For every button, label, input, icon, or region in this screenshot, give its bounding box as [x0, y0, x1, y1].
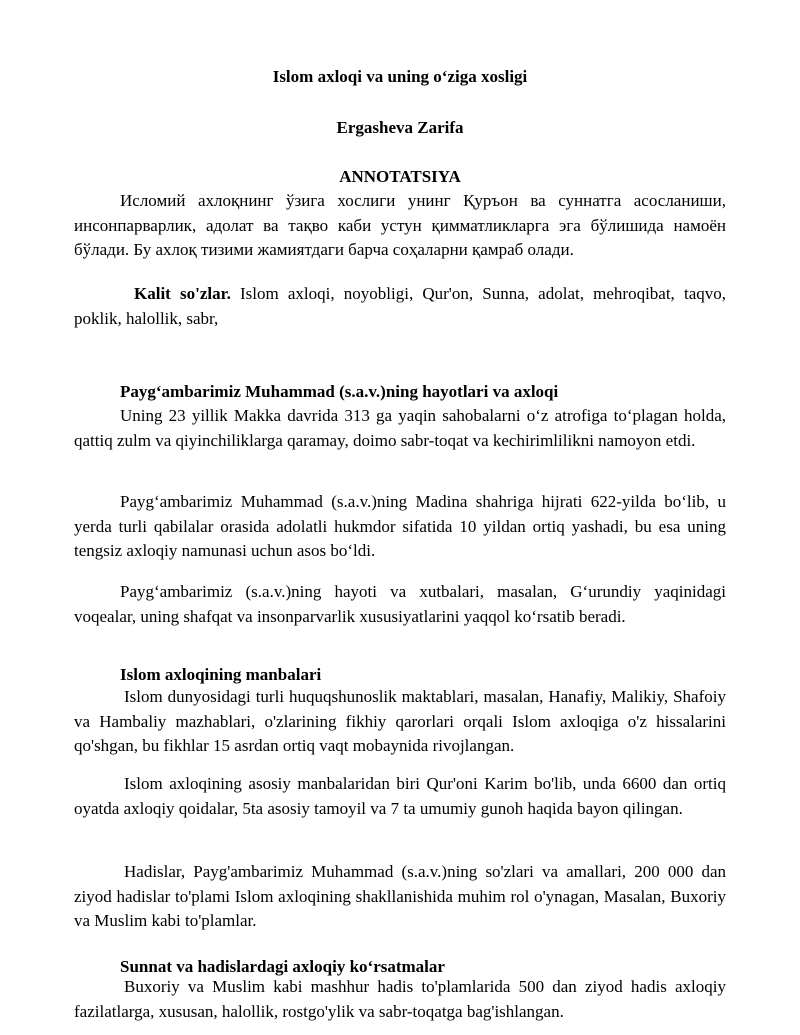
annotation-heading: ANNOTATSIYA — [339, 167, 461, 186]
section-paragraph: Islom axloqining asosiy manbalaridan biri Qur'oni Karim bo'lib, unda 6600 dan ortiq oyatda axloqiy qoidalar, 5ta asosiy tamoyil va 7 ta umumiy gunoh haqida bayon qilingan. — [74, 774, 726, 818]
section-heading: Islom axloqining manbalari — [120, 665, 322, 684]
section-paragraph: Payg‘ambarimiz Muhammad (s.a.v.)ning Madina shahriga hijrati 622-yilda bo‘lib, u yerda turli qabilalar orasida adolatli hukmdor sifatida 10 yildan ortiq yashadi, bu esa uning tengsiz axloqiy namunasi uchun asos bo‘ldi. — [74, 492, 726, 560]
keywords-paragraph — [74, 282, 726, 331]
author-name: Ergasheva Zarifa — [336, 118, 464, 137]
keywords-label: Kalit so'zlar. — [134, 284, 231, 303]
section-paragraph: Uning 23 yillik Makka davrida 313 ga yaqin sahobalarni o‘z atrofiga to‘plagan holda, qattiq zulm va qiyinchiliklarga qaramay, doimo sabr-toqat va kechirimlilikni namoyon etdi. — [74, 406, 726, 450]
section-heading: Sunnat va hadislardagi axloqiy ko‘rsatmalar — [120, 957, 445, 976]
section-heading: Payg‘ambarimiz Muhammad (s.a.v.)ning hayotlari va axloqi — [120, 382, 559, 401]
document-title: Islom axloqi va uning o‘ziga xosligi — [272, 67, 528, 86]
section-paragraph: Payg‘ambarimiz (s.a.v.)ning hayoti va xutbalari, masalan, G‘urundiy yaqinidagi voqealar, uning shafqat va insonparvarlik xususiyatlarini yaqqol ko‘rsatib beradi. — [74, 582, 726, 626]
keywords-text: Islom axloqi, noyobligi, Qur'on, Sunna, adolat, mehroqibat, taqvo, poklik, halollik, sabr, — [74, 284, 726, 328]
section-paragraph: Islom dunyosidagi turli huquqshunoslik maktablari, masalan, Hanafiy, Malikiy, Shafoiy va Hambaliy mazhablari, o'zlarining fikhiy qarorlari orqali Islom axloqiga o'z hissalarini qo'shgan, bu fikhlar 15 asrdan ortiq vaqt mobaynida rivojlangan. — [74, 687, 726, 755]
annotation-paragraph: Исломий ахлоқнинг ўзига хослиги унинг Қуръон ва суннатга асосланиши, инсонпарварлик, адолат ва тақво каби устун қимматликларга эга бўлишида намоён бўлади. Бу ахлоқ тизими жамиятдаги барча соҳаларни қамраб олади. — [74, 191, 726, 259]
section-paragraph: Buxoriy va Muslim kabi mashhur hadis to'plamlarida 500 dan ziyod hadis axloqiy fazilatlarga, xususan, halollik, rostgo'ylik va sabr-toqatga bag'ishlangan. — [74, 977, 726, 1021]
section-paragraph: Hadislar, Payg'ambarimiz Muhammad (s.a.v.)ning so'zlari va amallari, 200 000 dan ziyod hadislar to'plami Islom axloqining shakllanishida muhim rol o'ynagan, Masalan, Buxoriy va Muslim kabi to'plamlar. — [74, 862, 726, 930]
